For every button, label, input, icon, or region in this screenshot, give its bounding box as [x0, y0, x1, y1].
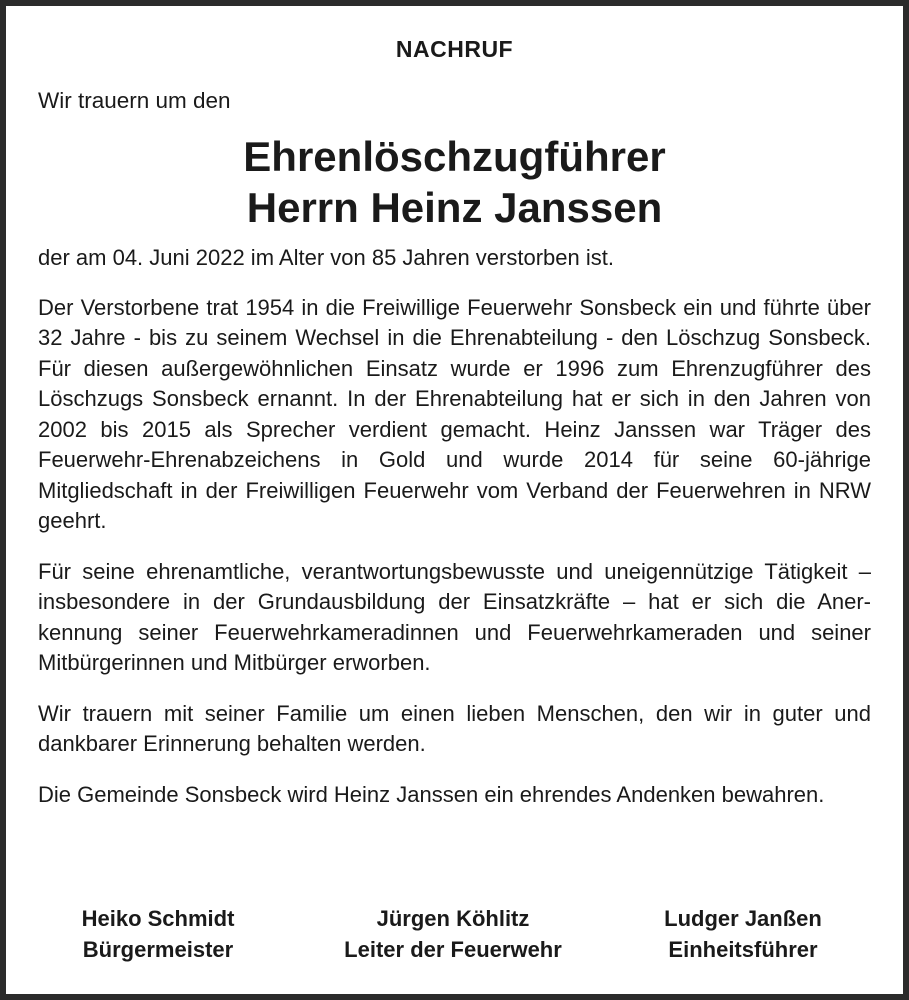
signatory-role: Bürgermeister — [82, 937, 234, 962]
recognition-paragraph: Für seine ehrenamtliche, verantwortungsbewusste und uneigennützige Tätigkeit – insbesondere in der Grundausbildung der Einsatzkräfte – hat er sich die Anerkennung seiner Feuerwehrkameradinnen und Feuerwehrkameraden und seiner Mitbürgerinnen und Mitbürger erworben. — [38, 558, 871, 675]
signature-block — [38, 903, 871, 973]
title-line-rank: Ehrenlöschzugführer — [243, 133, 666, 180]
deceased-name-block — [38, 131, 871, 233]
heading: NACHRUF — [395, 36, 514, 62]
biography-paragraph: Der Verstorbene trat 1954 in die Freiwillige Feuerwehr Sonsbeck ein und führte über 32 Jahre - bis zu seinem Wechsel in die Ehrenabteilung - den Löschzug Sonsbeck. Für diesen außergewöhnlichen Einsatz wurde er 1996 zum Ehrenzugführer des Löschzugs Sonsbeck ernannt. In der Ehrenabteilung hat er sich in den Jahren von 2002 bis 2015 als Sprecher verdient gemacht. Heinz Janssen war Träger des Feuerwehr-Ehrenabzeichens in Gold und wurde 2014 für seine 60-jährige Mitgliedschaft in der Freiwilligen Feuerwehr vom Verband der Feuerwehren in NRW geehrt. — [38, 294, 871, 533]
signatory-mayor — [58, 903, 258, 965]
signatory-name: Ludger Janßen — [664, 906, 822, 931]
remembrance-paragraph: Die Gemeinde Sonsbeck wird Heinz Janssen ein ehrendes Andenken bewahren. — [38, 781, 825, 807]
signatory-role: Leiter der Feuerwehr — [344, 937, 562, 962]
intro-text: Wir trauern um den — [38, 88, 231, 113]
signatory-fire-chief — [328, 903, 578, 965]
obituary-content — [38, 34, 871, 810]
mourning-paragraph: Wir trauern mit seiner Familie um einen lieben Menschen, den wir in guter und dankbarer Erinnerung behalten werden. — [38, 700, 871, 756]
signatory-role: Einheitsführer — [668, 937, 818, 962]
signatory-name: Heiko Schmidt — [81, 906, 235, 931]
title-line-name: Herrn Heinz Janssen — [246, 184, 663, 231]
signatory-unit-leader — [638, 903, 848, 965]
death-date-line: der am 04. Juni 2022 im Alter von 85 Jahren verstorben ist. — [38, 245, 614, 270]
signatory-name: Jürgen Köhlitz — [376, 906, 530, 931]
